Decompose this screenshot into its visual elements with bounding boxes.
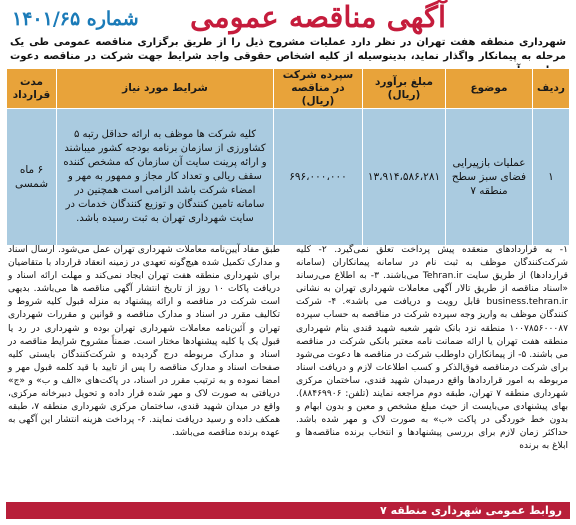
cell-estimate: ۱۳،۹۱۴،۵۸۶،۲۸۱ <box>363 109 446 246</box>
header-row-number: ردیف <box>533 69 570 109</box>
notice-header <box>0 0 576 34</box>
terms-right-text: ۱- به قراردادهای منعقده پیش پرداخت تعلق نمی‌گیرد. ۲- کلیه شرکت‌کنندگان موظف به ثبت نام در سامانه پیمانکاران (سامانه قراردادها) از طریق سایت Tehran.ir می‌باشند. ۳- به اطلاع می‌رساند «اسناد مناقصه از طریق تالار آگهی معاملات شهرداری تهران به نشانی business.tehran.ir قابل رویت و دریافت می باشد». ۴- شرکت کنندگان موظف به واریز وجه سپرده شرکت در مناقصه به حساب سپرده ۱۰۰۷۸۵۶۰۰۰۸۷ منطقه نزد بانک شهر شعبه شهید قندی بنام شهرداری منطقه هفت تهران یا ارائه ضمانت نامه معتبر بانکی شرکت در مناقصه می باشند. ۵- از پیمانکاران داوطلب شرکت در مناقصه ها دعوت می‌شود برای شرکت درمناقصه فوق‌الذکر و کسب اطلاعات لازم و دریافت اسناد مربوطه به امور قراردادها واقع درمیدان شهید قندی، ساختمان مرکزی شهرداری منطقه ۷ تهران، طبقه دوم مراجعه نمایند (تلفن: ۸۸۴۶۹۹۰۶). بهای پیشنهادی می‌بایست از حیث مبلغ مشخص و معین و بدون ابهام و بدون خط خوردگی در پاکت «ب» به صورت لاک و مهر شده باشد. حداکثر زمان لازم برای بررسی پیشنهادها و انتخاب برنده مناقصه‌ها و ابلاغ به برنده <box>296 245 568 452</box>
terms-left-column <box>8 244 280 440</box>
header-deposit: سپرده شرکت در مناقصه (ریال) <box>274 69 363 109</box>
cell-row-number: ۱ <box>533 109 570 246</box>
terms-left-text: طبق مفاد آیین‌نامه معاملات شهرداری تهران عمل می‌شود. ارسال اسناد و مدارک تکمیل شده هیچ‌گونه تعهدی در زمینه انعقاد قرارداد با متقاضیان برای شهرداری منطقه هفت تهران ایجاد نمی‌کند و مهلت ارائه اسناد و دریافت پاکات ۱۰ روز از تاریخ انتشار آگهی مناقصه ها می‌باشد. بدیهی است شرکت در مناقصه و ارائه پیشنهاد به منزله قبول کلیه شروط و تکالیف مقرر در اسناد و مدارک مناقصه و قوانین و مقررات شهرداری تهران و آئین‌نامه معاملات شهرداری تهران بوده و شهرداری در رد یا قبول یک یا کلیه پیشنهادها مختار است. ضمناً مشروح شرایط مناقصه در اسناد و مدارک مربوطه درج گردیده و شرکت‌کنندگان بایستی کلیه صفحات اسناد و مدارک مناقصه را پس از تایید با قید کلمه قبول مهر و امضا نموده و به ترتیب مقرر در اسناد، در پاکت‌های «الف و ب» و «ج» دریافتی به صورت لاک و مهر شده قرار داده و تحویل دبیرخانه مرکزی، واقع در میدان شهید قندی، ساختمان مرکزی شهرداری منطقه ۷، طبقه همکف داده و رسید دریافت نمایند. ۶- پرداخت هزینه انتشار این آگهی به عهده برنده مناقصه می‌باشد. <box>8 245 281 439</box>
tender-table <box>6 68 570 246</box>
footer-bar <box>6 502 570 519</box>
header-requirements: شرایط مورد نیاز <box>57 69 274 109</box>
municipality-name: شهرداری منطقه هفت تهران <box>416 37 566 48</box>
cell-subject: عملیات بازپیرایی فضای سبز سطح منطقه ۷ <box>446 109 533 246</box>
cell-duration: ۶ ماه شمسی <box>7 109 57 246</box>
cell-requirements: کلیه شرکت ها موظف به ارائه حداقل رتبه ۵ کشاورزی از سازمان برنامه بودجه کشور میباشند و ارائه پرینت سایت آن سازمان که مشخص کننده سقف ریالی و تعداد کار مجاز و ممهور به مهر و امضاء شرکت باشد الزامی است همچنین در سامانه تامین کنندگان و توزیع کنندگان خدمات در سایت شهرداری تهران به ثبت رسیده باشد. <box>57 109 274 246</box>
terms-section <box>8 244 568 500</box>
footer-public-relations: روابط عمومی شهرداری منطقه ۷ <box>380 504 562 517</box>
header-duration: مدت قرارداد <box>7 69 57 109</box>
intro-text: در نظر دارد عملیات مشروح ذیل را از طریق برگزاری مناقصه عمومی طی یک مرحله به پیمانکار واگذار نماید، بدینوسیله از کلیه اشخاص حقوقی واجد شرایط جهت شرکت در مناقصه دعوت <box>10 37 566 62</box>
notice-title: آگهی مناقصه عمومی <box>189 0 446 34</box>
header-subject: موضوع <box>446 69 533 109</box>
terms-right-column <box>296 244 568 454</box>
table-header-row <box>7 69 570 109</box>
table-row <box>7 109 570 246</box>
notice-number: شماره ۱۴۰۱/۶۵ <box>12 8 139 30</box>
header-estimate: مبلغ برآورد (ریال) <box>363 69 446 109</box>
cell-deposit: ۶۹۶،۰۰۰،۰۰۰ <box>274 109 363 246</box>
